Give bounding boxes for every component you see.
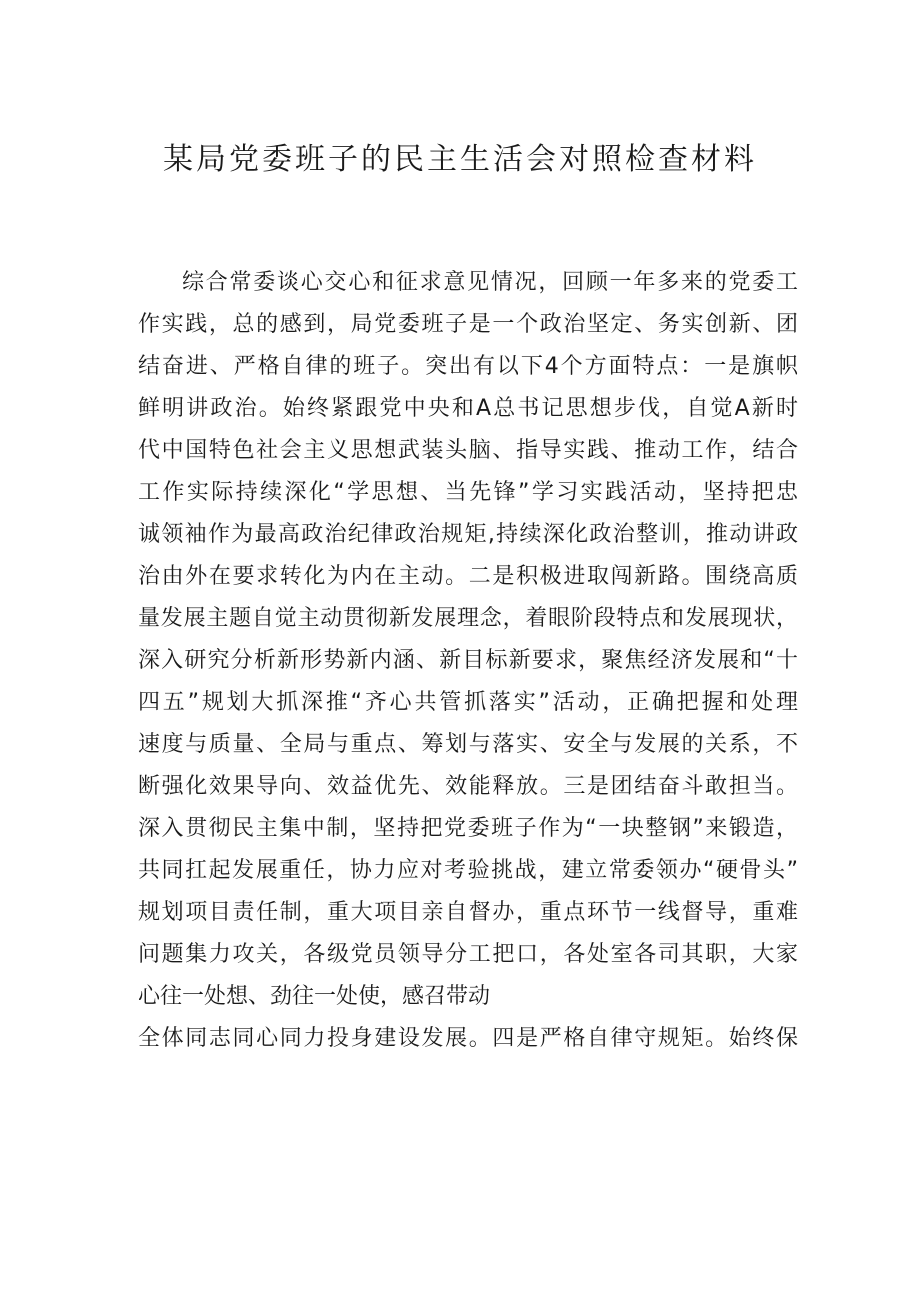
paragraph-line: 问题集力攻关，各级党员领导分工把口，各处室各司其职，大家 bbox=[138, 942, 798, 967]
paragraph-line: 工作实际持续深化“学思想、当先锋”学习实践活动，坚持把忠 bbox=[138, 480, 798, 505]
paragraph-line: 心往一处想、劲往一处使，感召带动 bbox=[138, 984, 491, 1009]
paragraph-line: 全体同志同心同力投身建设发展。四是严格自律守规矩。始终保 bbox=[138, 1026, 798, 1051]
paragraph-line: 治由外在要求转化为内在主动。二是积极进取闯新路。围绕高质 bbox=[138, 564, 798, 589]
paragraph-line: 速度与质量、全局与重点、筹划与落实、安全与发展的关系，不 bbox=[138, 732, 798, 757]
paragraph-line: 鲜明讲政治。始终紧跟党中央和A总书记思想步伐，自觉A新时 bbox=[138, 396, 798, 421]
paragraph-line: 深入研究分析新形势新内涵、新目标新要求，聚焦经济发展和“十 bbox=[138, 648, 798, 673]
paragraph-line: 作实践，总的感到，局党委班子是一个政治坚定、务实创新、团 bbox=[138, 312, 798, 337]
document-title: 某局党委班子的民主生活会对照检查材料 bbox=[163, 142, 757, 177]
paragraph-line: 量发展主题自觉主动贯彻新发展理念，着眼阶段特点和发展现状， bbox=[138, 606, 798, 631]
paragraph-line: 综合常委谈心交心和征求意见情况，回顾一年多来的党委工 bbox=[182, 270, 798, 295]
paragraph-line: 结奋进、严格自律的班子。突出有以下4个方面特点：一是旗帜 bbox=[138, 354, 798, 379]
paragraph-line: 断强化效果导向、效益优先、效能释放。三是团结奋斗敢担当。 bbox=[138, 774, 798, 799]
paragraph-line: 四五”规划大抓深推“齐心共管抓落实”活动，正确把握和处理 bbox=[138, 690, 798, 715]
paragraph-line: 共同扛起发展重任，协力应对考验挑战，建立常委领办“硬骨头” bbox=[138, 858, 798, 883]
paragraph-line: 规划项目责任制，重大项目亲自督办，重点环节一线督导，重难 bbox=[138, 900, 798, 925]
paragraph-line: 诚领袖作为最高政治纪律政治规矩,持续深化政治整训，推动讲政 bbox=[138, 522, 798, 547]
paragraph-line: 代中国特色社会主义思想武装头脑、指导实践、推动工作，结合 bbox=[138, 438, 798, 463]
paragraph-line: 深入贯彻民主集中制，坚持把党委班子作为“一块整钢”来锻造， bbox=[138, 816, 798, 841]
document-body bbox=[138, 262, 798, 1060]
